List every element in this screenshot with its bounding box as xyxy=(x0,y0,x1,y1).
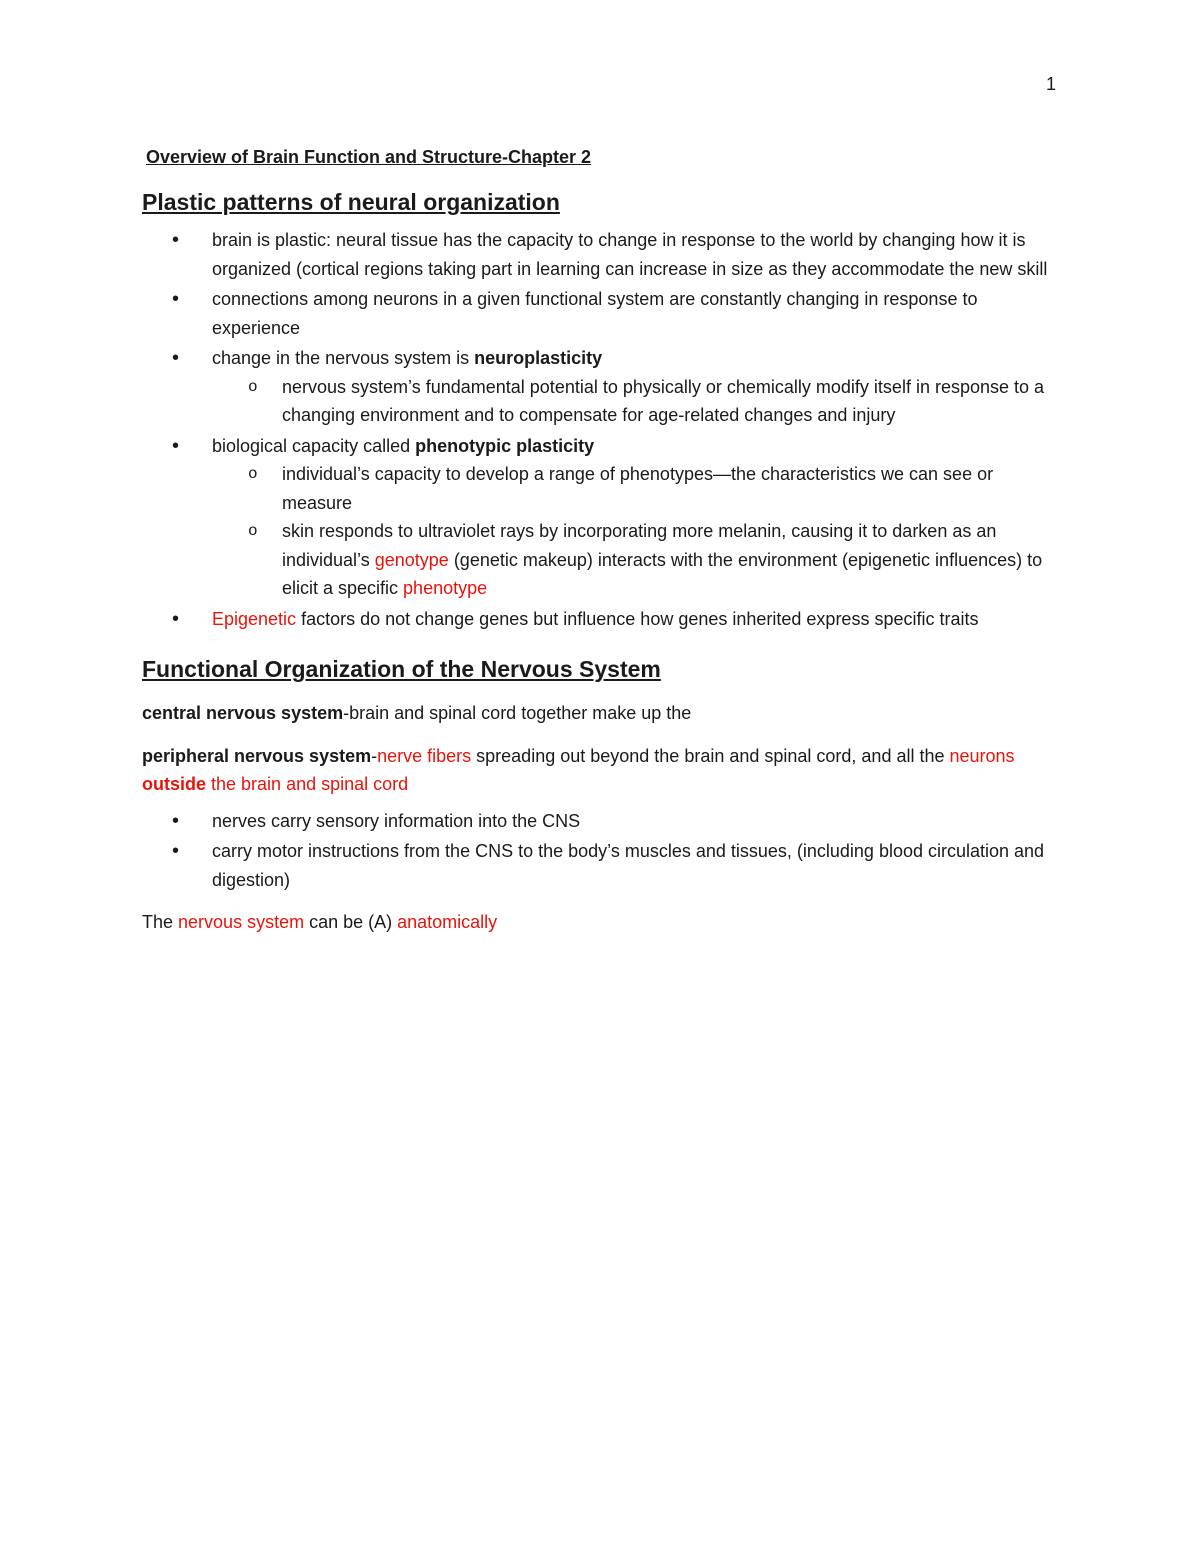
list-item xyxy=(142,807,1062,836)
highlight-nerve-fibers: nerve fibers xyxy=(377,745,472,766)
sub-list xyxy=(212,373,1062,430)
term-central-nervous-system: central nervous system xyxy=(142,703,344,723)
sub-bullet-text: skin responds to ultraviolet rays by incorporating more melanin, causing it to darken as an individual’s xyxy=(282,521,997,570)
list-item xyxy=(142,837,1062,894)
sub-list-item xyxy=(212,460,1062,517)
list-item xyxy=(142,226,1062,283)
bullet-text: connections among neurons in a given functional system are constantly changing in response to experience xyxy=(212,289,978,338)
bullet-text: biological capacity called xyxy=(212,435,416,456)
bullet-text: brain is plastic: neural tissue has the capacity to change in response to the world by changing how it is organized (cortical regions taking part in learning can increase in size as they accommodate the new skill xyxy=(212,230,1048,279)
highlight-nervous-system: nervous system xyxy=(178,912,305,932)
document-body xyxy=(142,144,1062,937)
sub-bullet-text: individual’s capacity to develop a range of phenotypes—the characteristics we can see or measure xyxy=(282,464,994,513)
nervous-system-anatomical-line xyxy=(142,908,1062,937)
term-phenotypic-plasticity: phenotypic plasticity xyxy=(415,435,595,456)
bullet-text: factors do not change genes but influence how genes inherited express specific traits xyxy=(296,608,979,629)
definition-text: -brain and spinal cord together make up the xyxy=(343,703,692,723)
sub-list-item xyxy=(212,517,1062,603)
highlight-neurons: neurons xyxy=(949,745,1015,766)
cns-definition xyxy=(142,699,1062,728)
sub-list-item xyxy=(212,373,1062,430)
sub-list xyxy=(212,460,1062,603)
list-item xyxy=(142,605,1062,634)
highlight-brain-spinal-cord: the brain and spinal cord xyxy=(206,774,409,794)
line-text: The xyxy=(142,912,179,932)
page-number: 1 xyxy=(1045,74,1056,94)
list-item xyxy=(142,432,1062,603)
section-heading-plastic-patterns: Plastic patterns of neural organization xyxy=(142,189,560,215)
document-title: Overview of Brain Function and Structure-Chapter 2 xyxy=(146,147,592,167)
line-text: can be (A) xyxy=(304,912,398,932)
term-neuroplasticity: neuroplasticity xyxy=(474,348,603,368)
sub-bullet-text: (genetic makeup) interacts with the environment (epigenetic influences) to elicit a specific xyxy=(282,549,1043,598)
highlight-epigenetic: Epigenetic xyxy=(212,608,297,629)
plasticity-bullet-list xyxy=(142,226,1062,633)
section-heading-functional-organization: Functional Organization of the Nervous System xyxy=(142,656,661,682)
pns-definition xyxy=(142,742,1062,799)
dash: - xyxy=(371,745,378,766)
highlight-anatomically: anatomically xyxy=(397,912,498,932)
nerves-bullet-list xyxy=(142,807,1062,895)
sub-bullet-text: nervous system’s fundamental potential to physically or chemically modify itself in response to a changing environment and to compensate for age-related changes and injury xyxy=(282,376,1045,425)
bullet-text: change in the nervous system is xyxy=(212,348,475,368)
highlight-genotype: genotype xyxy=(374,549,449,570)
list-item xyxy=(142,344,1062,430)
term-peripheral-nervous-system: peripheral nervous system xyxy=(142,745,372,766)
highlight-outside: outside xyxy=(142,774,207,794)
bullet-text: nerves carry sensory information into the CNS xyxy=(212,810,581,831)
highlight-phenotype: phenotype xyxy=(403,578,488,598)
bullet-text: carry motor instructions from the CNS to the body’s muscles and tissues, (including blood circulation and digestion) xyxy=(212,841,1045,890)
list-item xyxy=(142,285,1062,342)
definition-text: spreading out beyond the brain and spinal cord, and all the xyxy=(471,745,950,766)
